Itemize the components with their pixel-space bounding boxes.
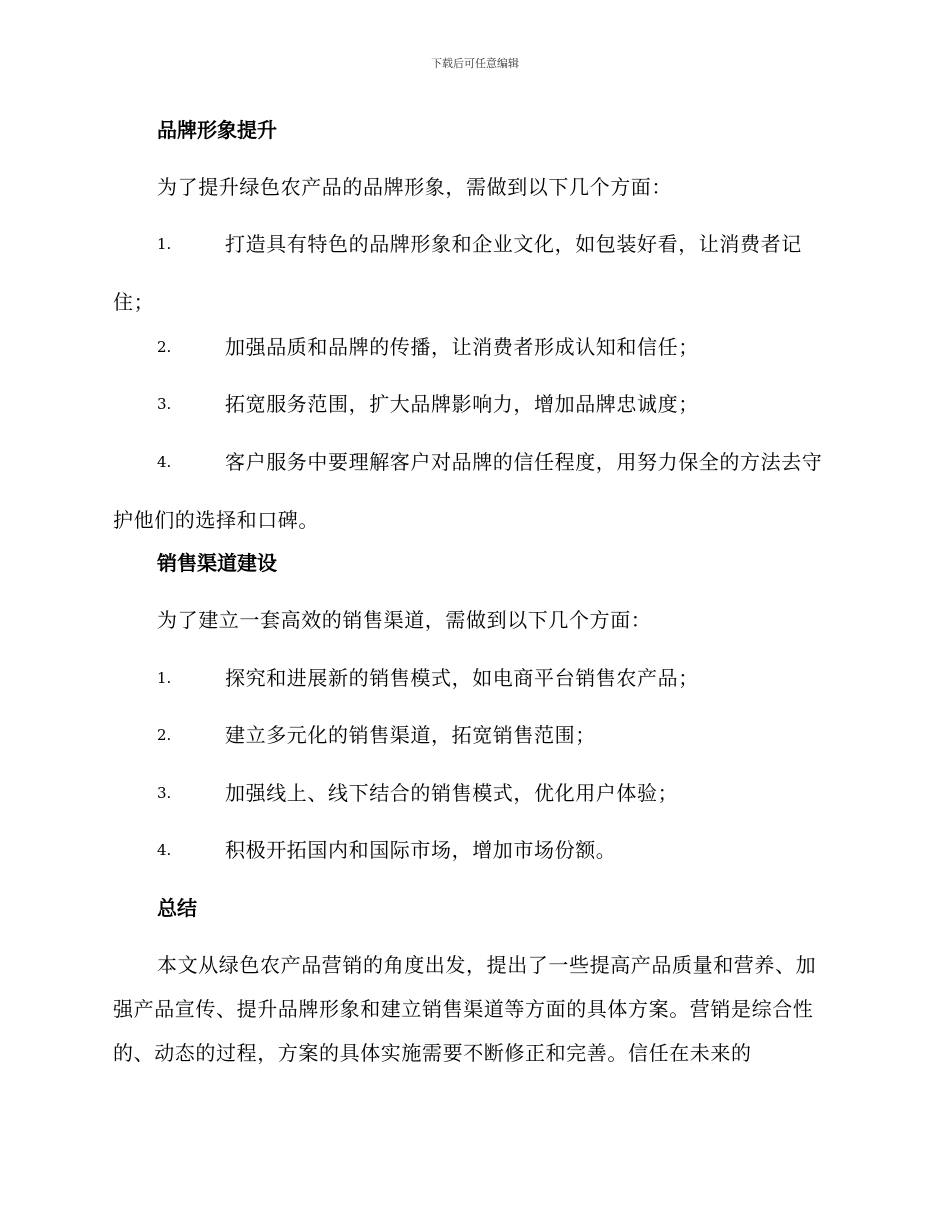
list-number: 4. (157, 453, 172, 471)
list-number: 3. (157, 784, 172, 802)
list-text: 建立多元化的销售渠道，拓宽销售范围； (225, 723, 596, 747)
list-number: 2. (157, 726, 172, 744)
list-item (113, 706, 835, 764)
list-text: 加强线上、线下结合的销售模式，优化用户体验； (225, 781, 679, 805)
list-text: 探究和进展新的销售模式，如电商平台销售农产品； (225, 666, 699, 690)
list-text: 积极开拓国内和国际市场，增加市场份额。 (225, 838, 617, 862)
list-item (113, 318, 835, 376)
section-intro-channel: 为了建立一套高效的销售渠道，需做到以下几个方面： (157, 608, 652, 632)
list-text: 客户服务中要理解客户对品牌的信任程度，用努力保全的方法去守护他们的选择和口碑。 (113, 450, 823, 532)
section-title-summary: 总结 (157, 896, 197, 920)
list-text: 打造具有特色的品牌形象和企业文化，如包装好看，让消费者记住； (113, 232, 802, 314)
list-text: 加强品质和品牌的传播，让消费者形成认知和信任； (225, 335, 699, 359)
list-item (113, 764, 835, 822)
list-number: 1. (157, 669, 172, 687)
list-number: 3. (157, 395, 172, 413)
list-number: 4. (157, 841, 172, 859)
section-intro-brand: 为了提升绿色农产品的品牌形象，需做到以下几个方面： (157, 175, 672, 199)
section-title-brand: 品牌形象提升 (157, 118, 277, 142)
list-number: 2. (157, 338, 172, 356)
list-number: 1. (157, 235, 172, 253)
list-item (113, 375, 835, 433)
list-item (113, 215, 835, 331)
section-body-summary: 本文从绿色农产品营销的角度出发，提出了一些提高产品质量和营养、加强产品宣传、提升品牌形象和建立销售渠道等方面的具体方案。营销是综合性的、动态的过程，方案的具体实施需要不断修正和完善。信任在未来的 (113, 953, 817, 1065)
page-header: 下载后可任意编辑 (431, 57, 519, 70)
list-item (113, 649, 835, 707)
section-title-channel: 销售渠道建设 (157, 551, 277, 575)
list-item (113, 433, 835, 549)
list-text: 拓宽服务范围，扩大品牌影响力，增加品牌忠诚度； (225, 392, 699, 416)
list-item (113, 821, 835, 879)
